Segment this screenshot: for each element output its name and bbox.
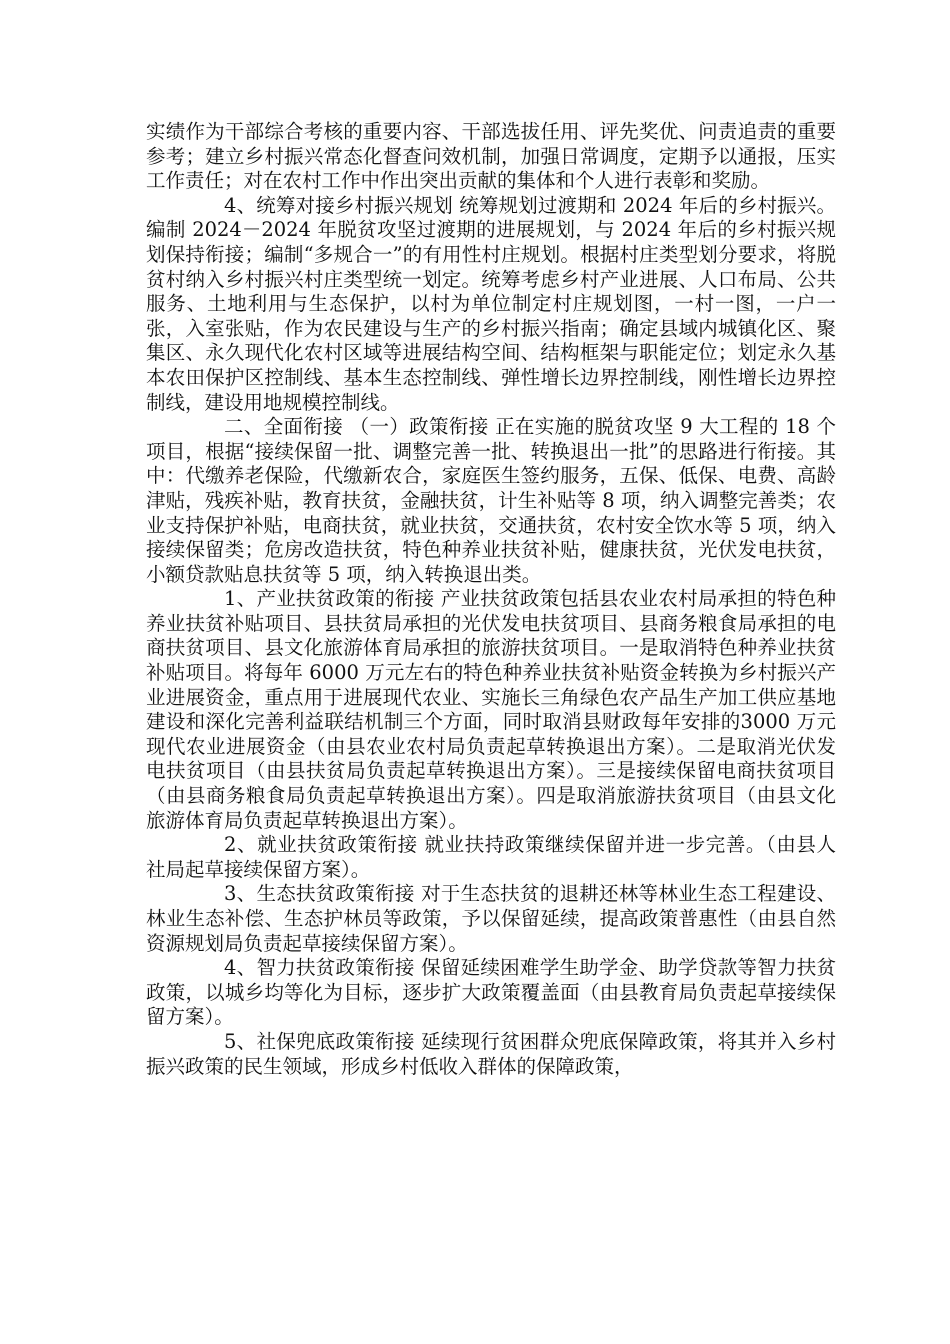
document-body xyxy=(146,120,836,1079)
paragraph-rural-planning: 4、统筹对接乡村振兴规划 统筹规划过渡期和 2024 年后的乡村振兴。编制 2024－2024 年脱贫攻坚过渡期的进展规划，与 2024 年后的乡村振兴规划保持衔接；编制“多规合一”的有用性村庄规划。根据村庄类型划分要求，将脱贫村纳入乡村振兴村庄类型统一划定。统筹考虑乡村产业进展、人口布局、公共服务、土地利用与生态保护，以村为单位制定村庄规划图，一村一图，一户一张，入室张贴，作为农民建设与生产的乡村振兴指南；确定县域内城镇化区、聚集区、永久现代化农村区域等进展结构空间、结构框架与职能定位；划定永久基本农田保护区控制线、基本生态控制线、弹性增长边界控制线，刚性增长边界控制线，建设用地规模控制线。 xyxy=(146,193,836,414)
paragraph-education-policy: 4、智力扶贫政策衔接 保留延续困难学生助学金、助学贷款等智力扶贫政策，以城乡均等化为目标，逐步扩大政策覆盖面（由县教育局负责起草接续保留方案）。 xyxy=(146,956,836,1029)
paragraph-social-security-policy: 5、社保兜底政策衔接 延续现行贫困群众兜底保障政策，将其并入乡村振兴政策的民生领域，形成乡村低收入群体的保障政策， xyxy=(146,1029,836,1078)
paragraph-industry-policy: 1、产业扶贫政策的衔接 产业扶贫政策包括县农业农村局承担的特色种养业扶贫补贴项目、县扶贫局承担的光伏发电扶贫项目、县商务粮食局承担的电商扶贫项目、县文化旅游体育局承担的旅游扶贫项目。一是取消特色种养业扶贫补贴项目。将每年 6000 万元左右的特色种养业扶贫补贴资金转换为乡村振兴产业进展资金，重点用于进展现代农业、实施长三角绿色农产品生产加工供应基地建设和深化完善利益联结机制三个方面，同时取消县财政每年安排的3000 万元现代农业进展资金（由县农业农村局负责起草转换退出方案）。二是取消光伏发电扶贫项目（由县扶贫局负责起草转换退出方案）。三是接续保留电商扶贫项目（由县商务粮食局负责起草转换退出方案）。四是取消旅游扶贫项目（由县文化旅游体育局负责起草转换退出方案）。 xyxy=(146,587,836,832)
paragraph-employment-policy: 2、就业扶贫政策衔接 就业扶持政策继续保留并进一步完善。（由县人社局起草接续保留方案）。 xyxy=(146,833,836,881)
paragraph-policy-connection: 二、全面衔接 （一）政策衔接 正在实施的脱贫攻坚 9 大工程的 18 个项目，根据“接续保留一批、调整完善一批、转换退出一批”的思路进行衔接。其中：代缴养老保险，代缴新农合，家庭医生签约服务，五保、低保、电费、高龄津贴，残疾补贴，教育扶贫，金融扶贫，计生补贴等 8 项，纳入调整完善类；农业支持保护补贴，电商扶贫，就业扶贫，交通扶贫，农村安全饮水等 5 项，纳入接续保留类；危房改造扶贫，特色种养业扶贫补贴，健康扶贫，光伏发电扶贫，小额贷款贴息扶贫等 5 项，纳入转换退出类。 xyxy=(146,415,836,586)
paragraph-ecology-policy: 3、生态扶贫政策衔接 对于生态扶贫的退耕还林等林业生态工程建设、林业生态补偿、生态护林员等政策，予以保留延续，提高政策普惠性（由县自然资源规划局负责起草接续保留方案）。 xyxy=(146,882,836,955)
paragraph-evaluation-mechanism: 实绩作为干部综合考核的重要内容、干部选拔任用、评先奖优、问责追责的重要参考；建立乡村振兴常态化督查问效机制，加强日常调度，定期予以通报，压实工作责任；对在农村工作中作出突出贡献的集体和个人进行表彰和奖励。 xyxy=(146,120,836,193)
